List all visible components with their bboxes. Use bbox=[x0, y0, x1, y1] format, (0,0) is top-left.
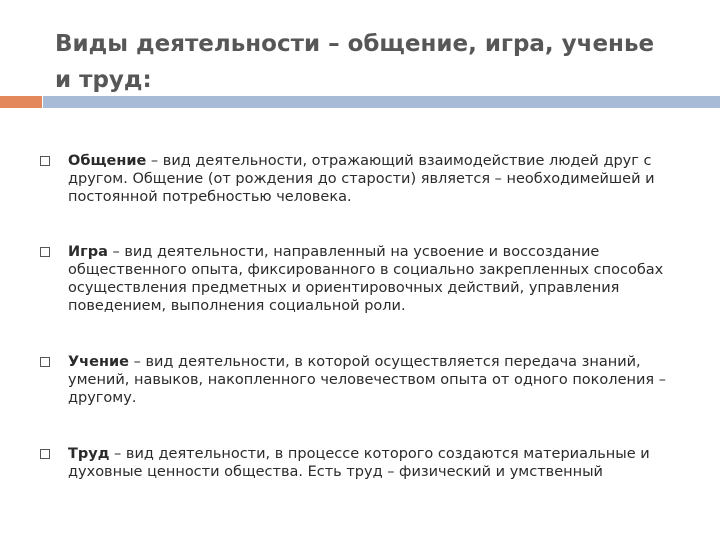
slide-title: Виды деятельности – общение, игра, ученье и труд: bbox=[55, 31, 655, 93]
title-accent-bar bbox=[0, 96, 42, 108]
list-item-description: – вид деятельности, направленный на усвоение и воссоздание общественного опыта, фиксированного в социально закрепленных способах осуществления предметных и ориентировочных действий, управления поведением, выполнения социальной роли. bbox=[68, 244, 664, 314]
list-item-term: Игра bbox=[68, 244, 108, 260]
list-item-term: Общение bbox=[68, 153, 147, 169]
square-bullet-icon bbox=[40, 156, 50, 166]
list-item-term: Учение bbox=[68, 354, 129, 370]
list-item-text bbox=[68, 243, 688, 315]
list-item-text bbox=[68, 445, 688, 481]
list-item-text bbox=[68, 353, 688, 407]
square-bullet-icon bbox=[40, 449, 50, 459]
list-item-term: Труд bbox=[68, 446, 110, 462]
list-item-text bbox=[68, 152, 688, 206]
list-item-description: – вид деятельности, в процессе которого создаются материальные и духовные ценности общества. Есть труд – физический и умственный bbox=[68, 446, 650, 480]
list-item-description: – вид деятельности, в которой осуществляется передача знаний, умений, навыков, накопленного человечеством опыта от одного поколения – другому. bbox=[68, 354, 666, 406]
square-bullet-icon bbox=[40, 357, 50, 367]
title-divider-bar bbox=[43, 96, 720, 108]
list-item-description: – вид деятельности, отражающий взаимодействие людей друг с другом. Общение (от рождения до старости) является – необходимейшей и постоянной потребностью человека. bbox=[68, 153, 655, 205]
square-bullet-icon bbox=[40, 247, 50, 257]
